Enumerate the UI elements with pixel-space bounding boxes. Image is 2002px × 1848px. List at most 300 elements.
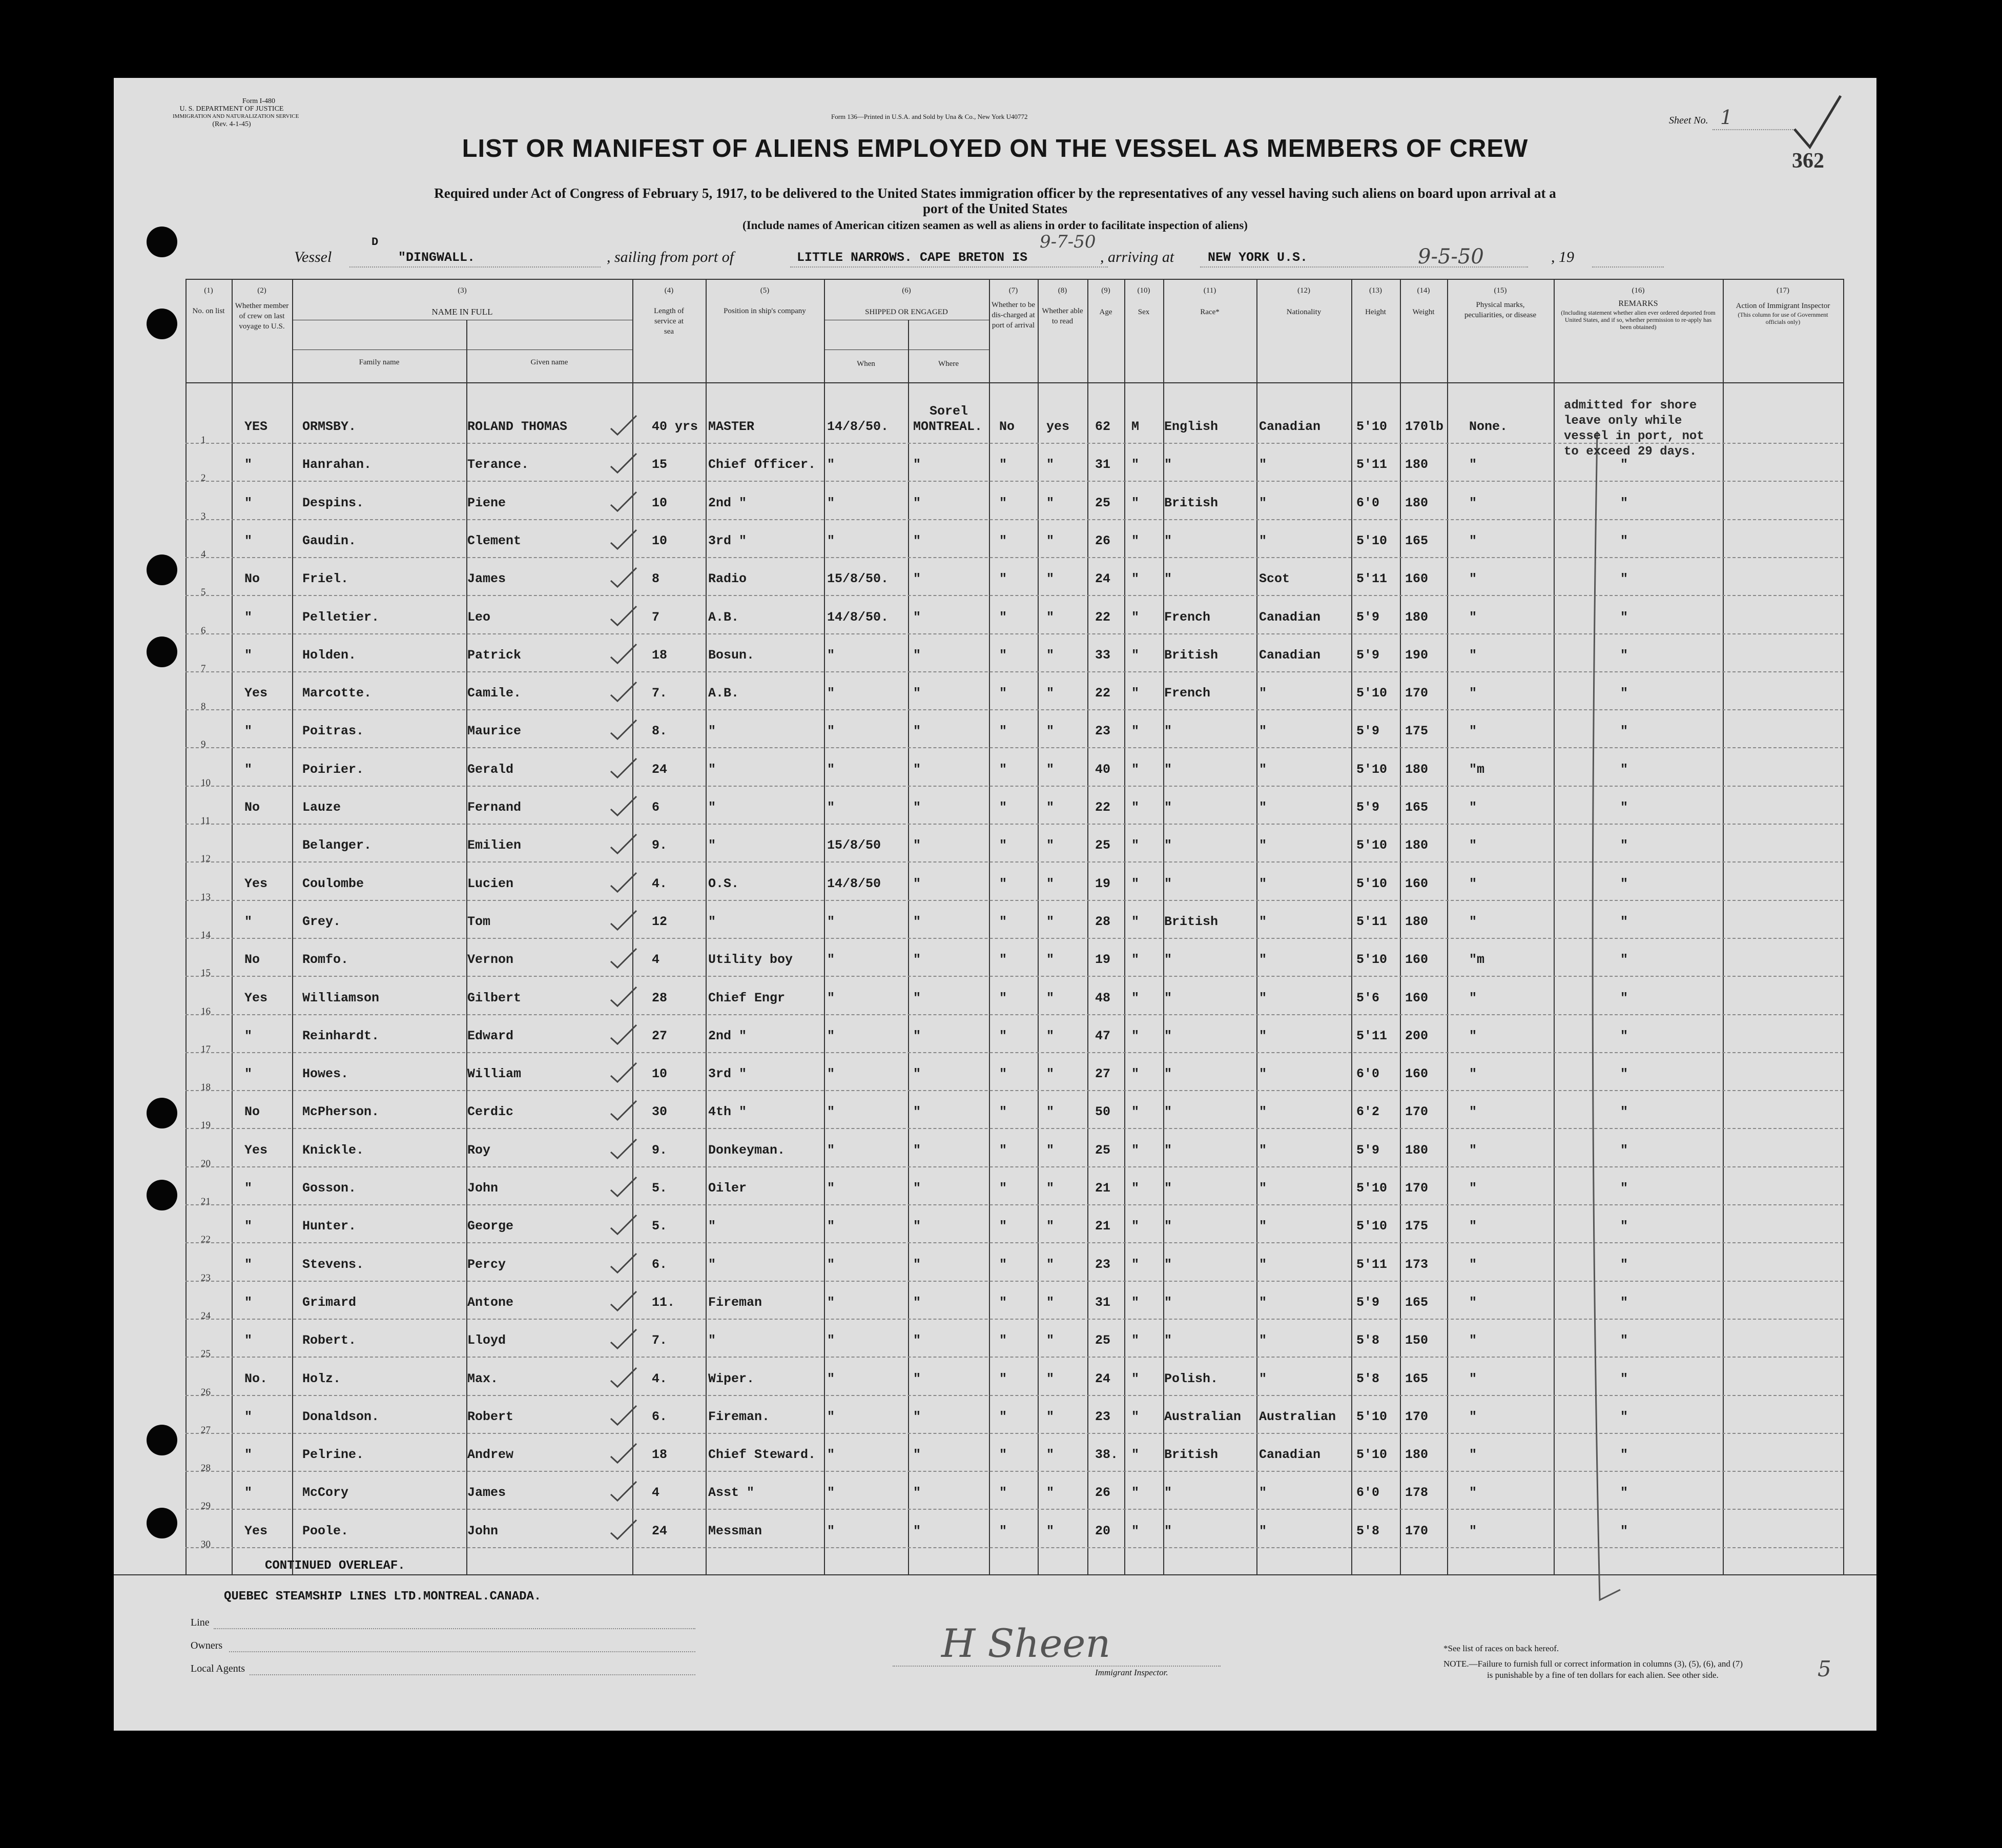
row-crew-cell: ": [244, 1219, 253, 1234]
row-discharged: ": [999, 647, 1007, 663]
row-family-name: Poitras.: [302, 724, 364, 739]
row-remarks: ": [1620, 914, 1628, 929]
row-marks: ": [1469, 800, 1477, 815]
row-nationality: ": [1259, 1295, 1267, 1310]
row-race: ": [1164, 952, 1172, 968]
row-age: 38.: [1095, 1447, 1119, 1463]
row-shipped-where: ": [913, 1104, 921, 1120]
row-sex: ": [1131, 952, 1140, 968]
row-given-name: Camile.: [467, 686, 522, 701]
remarks-row-1: admitted for shore leave only while vessel in port, not to exceed 29 days.: [1564, 399, 1704, 459]
row-family-name: Despins.: [302, 495, 364, 510]
row-shipped-where: ": [913, 1142, 921, 1158]
row-read: ": [1046, 990, 1055, 1005]
row-number: 16: [201, 1005, 211, 1017]
row-remarks: ": [1620, 647, 1628, 663]
row-shipped-where: ": [913, 533, 921, 548]
row-crew-cell: YES: [244, 419, 268, 434]
row-nationality: ": [1259, 838, 1267, 853]
row-read: ": [1046, 724, 1055, 739]
check-icon: [608, 794, 639, 817]
row-number: 27: [201, 1424, 211, 1435]
row-nationality: ": [1259, 800, 1267, 815]
row-marks: ": [1469, 457, 1477, 473]
row-remarks: ": [1620, 1523, 1628, 1538]
row-crew-cell: ": [244, 1409, 253, 1424]
row-nationality: ": [1259, 1028, 1267, 1043]
row-shipped-where: ": [913, 1295, 921, 1310]
row-weight: 180: [1405, 1447, 1429, 1463]
row-age: 22: [1095, 686, 1111, 701]
row-nationality: Canadian: [1259, 1447, 1321, 1463]
row-shipped-when: ": [827, 914, 835, 929]
row-discharged: ": [999, 1333, 1007, 1348]
row-nationality: ": [1259, 495, 1267, 510]
row-given-name: James: [467, 1485, 506, 1501]
row-marks: ": [1469, 914, 1477, 929]
row-age: 26: [1095, 533, 1111, 548]
check-icon: [608, 451, 639, 474]
row-age: 19: [1095, 952, 1111, 968]
row-number: 26: [201, 1386, 211, 1398]
row-shipped-when: ": [827, 495, 835, 510]
company-name: QUEBEC STEAMSHIP LINES LTD.MONTREAL.CANADA.: [224, 1590, 542, 1604]
row-family-name: Williamson: [302, 990, 380, 1005]
row-weight: 180: [1405, 762, 1429, 777]
row-shipped-when: ": [827, 686, 835, 701]
row-discharged: ": [999, 838, 1007, 853]
row-remarks: ": [1620, 838, 1628, 853]
row-height: 5'10: [1356, 1219, 1388, 1234]
row-read: ": [1046, 1066, 1055, 1082]
row-height: 5'10: [1356, 952, 1388, 968]
row-race: ": [1164, 1219, 1172, 1234]
subtitle-1: Required under Act of Congress of February 5, 1917, to be delivered to the United States immigration officer by the representatives of any vessel having such aliens on board upon arrival at a: [434, 186, 1556, 201]
row-position: MASTER: [708, 419, 755, 434]
row-position: Chief Engr: [708, 990, 786, 1005]
row-marks: "m: [1469, 762, 1485, 777]
row-shipped-where: ": [913, 876, 921, 891]
row-remarks: ": [1620, 800, 1628, 815]
row-discharged: ": [999, 952, 1007, 968]
row-given-name: William: [467, 1066, 522, 1082]
arriving-label: , arriving at: [1100, 249, 1174, 265]
row-nationality: ": [1259, 457, 1267, 473]
row-age: 27: [1095, 1066, 1111, 1082]
row-age: 22: [1095, 800, 1111, 815]
row-given-name: Antone: [467, 1295, 514, 1310]
row-position: A.B.: [708, 686, 739, 701]
row-age: 28: [1095, 914, 1111, 929]
row-age: 24: [1095, 1371, 1111, 1386]
row-nationality: ": [1259, 952, 1267, 968]
row-read: ": [1046, 533, 1055, 548]
form-number: Form I-480: [242, 97, 275, 105]
row-read: ": [1046, 1181, 1055, 1196]
row-read: ": [1046, 1295, 1055, 1310]
row-number: 7: [201, 663, 206, 674]
row-family-name: Reinhardt.: [302, 1028, 380, 1043]
row-nationality: ": [1259, 1485, 1267, 1501]
row-remarks: ": [1620, 1142, 1628, 1158]
row-weight: 180: [1405, 457, 1429, 473]
row-number: 2: [201, 473, 206, 484]
row-height: 5'8: [1356, 1333, 1380, 1348]
row-remarks: ": [1620, 571, 1628, 587]
row-weight: 160: [1405, 876, 1429, 891]
row-service: 30: [652, 1104, 668, 1120]
row-weight: 160: [1405, 1066, 1429, 1082]
row-age: 24: [1095, 571, 1111, 587]
row-race: ": [1164, 1295, 1172, 1310]
row-given-name: James: [467, 571, 506, 587]
row-position: ": [708, 838, 716, 853]
row-number: 3: [201, 510, 206, 522]
row-number: 17: [201, 1043, 211, 1055]
row-service: 4: [652, 952, 660, 968]
agents-label: Local Agents: [191, 1663, 245, 1674]
row-family-name: Stevens.: [302, 1257, 364, 1272]
row-race: ": [1164, 571, 1172, 587]
note-line-2: is punishable by a fine of ten dollars for each alien. See other side.: [1487, 1670, 1719, 1680]
row-weight: 165: [1405, 533, 1429, 548]
row-shipped-where: ": [913, 990, 921, 1005]
row-race: ": [1164, 1028, 1172, 1043]
row-position: ": [708, 724, 716, 739]
row-height: 5'10: [1356, 686, 1388, 701]
check-icon: [608, 1479, 639, 1502]
row-weight: 175: [1405, 1219, 1429, 1234]
row-remarks: ": [1620, 876, 1628, 891]
row-number: 13: [201, 891, 211, 902]
row-number: 14: [201, 929, 211, 940]
row-race: ": [1164, 724, 1172, 739]
row-given-name: Vernon: [467, 952, 514, 968]
row-age: 21: [1095, 1219, 1111, 1234]
row-crew-cell: ": [244, 914, 253, 929]
check-icon: [608, 984, 639, 1008]
row-remarks: ": [1620, 1409, 1628, 1424]
row-remarks: ": [1620, 1257, 1628, 1272]
row-discharged: ": [999, 1295, 1007, 1310]
row-service: 7: [652, 609, 660, 625]
row-service: 15: [652, 457, 668, 473]
row-discharged: ": [999, 1104, 1007, 1120]
row-race: ": [1164, 1523, 1172, 1538]
row-marks: ": [1469, 686, 1477, 701]
row-discharged: ": [999, 1142, 1007, 1158]
row-number: 8: [201, 701, 206, 712]
row-position: Oiler: [708, 1181, 747, 1196]
row-crew-cell: Yes: [244, 876, 268, 891]
row-family-name: Romfo.: [302, 952, 349, 968]
row-shipped-where: MONTREAL.: [913, 419, 983, 434]
row-number: 23: [201, 1272, 211, 1283]
row-discharged: ": [999, 1219, 1007, 1234]
row-marks: ": [1469, 1409, 1477, 1424]
row-nationality: Canadian: [1259, 419, 1321, 434]
row-age: 20: [1095, 1523, 1111, 1538]
row-read: ": [1046, 1104, 1055, 1120]
row-shipped-where: ": [913, 1028, 921, 1043]
row-height: 5'10: [1356, 533, 1388, 548]
punch-hole: [147, 1180, 177, 1210]
row-race: British: [1164, 495, 1219, 510]
row-number: 10: [201, 777, 211, 788]
row-height: 5'11: [1356, 1028, 1388, 1043]
row-crew-cell: No: [244, 571, 260, 587]
check-icon: [608, 1098, 639, 1121]
row-race: ": [1164, 1142, 1172, 1158]
row-shipped-when: ": [827, 1447, 835, 1463]
row-position: ": [708, 1333, 716, 1348]
row-crew-cell: ": [244, 1066, 253, 1082]
row-position: Fireman.: [708, 1409, 770, 1424]
row-shipped-where: ": [913, 724, 921, 739]
row-number: 30: [201, 1538, 211, 1550]
row-crew-cell: ": [244, 1181, 253, 1196]
row-number: 5: [201, 587, 206, 598]
row-sex: ": [1131, 1219, 1140, 1234]
row-marks: ": [1469, 1219, 1477, 1234]
row-discharged: ": [999, 1485, 1007, 1501]
row-service: 4.: [652, 876, 668, 891]
row-family-name: Pelrine.: [302, 1447, 364, 1463]
row-marks: ": [1469, 1028, 1477, 1043]
row-nationality: ": [1259, 686, 1267, 701]
check-icon: [608, 1213, 639, 1236]
year-label: , 19: [1551, 249, 1574, 265]
row-number: 1: [201, 435, 206, 445]
row-sex: ": [1131, 495, 1140, 510]
row-discharged: ": [999, 1447, 1007, 1463]
row-shipped-when: 14/8/50: [827, 876, 881, 891]
row-number: 9: [201, 739, 206, 750]
row-family-name: Lauze: [302, 800, 341, 815]
row-marks: ": [1469, 647, 1477, 663]
row-position: ": [708, 762, 716, 777]
row-position: Messman: [708, 1523, 762, 1538]
row-discharged: ": [999, 609, 1007, 625]
row-remarks: ": [1620, 1066, 1628, 1082]
row-weight: 180: [1405, 609, 1429, 625]
punch-hole: [147, 636, 177, 667]
row-service: 6.: [652, 1409, 668, 1424]
row-weight: 180: [1405, 495, 1429, 510]
row-race: ": [1164, 990, 1172, 1005]
row-sex: ": [1131, 1257, 1140, 1272]
row-sex: ": [1131, 1066, 1140, 1082]
row-crew-cell: ": [244, 1028, 253, 1043]
row-position: ": [708, 914, 716, 929]
row-position: Chief Officer.: [708, 457, 816, 473]
row-discharged: ": [999, 1409, 1007, 1424]
page-title: LIST OR MANIFEST OF ALIENS EMPLOYED ON THE VESSEL AS MEMBERS OF CREW: [462, 135, 1529, 162]
row-discharged: ": [999, 914, 1007, 929]
row-read: ": [1046, 1142, 1055, 1158]
row-height: 5'10: [1356, 419, 1388, 434]
row-nationality: ": [1259, 762, 1267, 777]
row-shipped-when: ": [827, 1485, 835, 1501]
row-position: Donkeyman.: [708, 1142, 786, 1158]
check-icon: [608, 832, 639, 855]
check-icon: [608, 1289, 639, 1312]
row-race: ": [1164, 1333, 1172, 1348]
row-family-name: Friel.: [302, 571, 349, 587]
row-weight: 170: [1405, 1523, 1429, 1538]
row-age: 33: [1095, 647, 1111, 663]
row-nationality: Scot: [1259, 571, 1290, 587]
row-marks: ": [1469, 1257, 1477, 1272]
row-weight: 175: [1405, 724, 1429, 739]
col-17-header: (17) Action of Immigrant Inspector (This column for use of Government officials only): [1736, 286, 1830, 325]
row-number: 4: [201, 548, 206, 560]
row-given-name: Leo: [467, 609, 491, 625]
row-shipped-where: ": [913, 914, 921, 929]
row-remarks: ": [1620, 495, 1628, 510]
row-race: British: [1164, 1447, 1219, 1463]
row-number: 22: [201, 1234, 211, 1245]
row-marks: ": [1469, 990, 1477, 1005]
row-age: 23: [1095, 1409, 1111, 1424]
row-sex: ": [1131, 686, 1140, 701]
races-note: *See list of races on back hereof.: [1443, 1644, 1559, 1653]
row-service: 12: [652, 914, 668, 929]
row-discharged: ": [999, 1028, 1007, 1043]
row-family-name: Belanger.: [302, 838, 372, 853]
hand-date-1: 9-7-50: [1040, 232, 1096, 252]
row-given-name: Gilbert: [467, 990, 522, 1005]
row-read: ": [1046, 571, 1055, 587]
row-marks: ": [1469, 533, 1477, 548]
row-shipped-where: ": [913, 1181, 921, 1196]
check-icon: [608, 1251, 639, 1274]
inspector-label: Immigrant Inspector.: [1095, 1668, 1168, 1677]
row-discharged: ": [999, 1523, 1007, 1538]
row-marks: ": [1469, 1142, 1477, 1158]
row-age: 23: [1095, 1257, 1111, 1272]
row-family-name: Pelletier.: [302, 609, 380, 625]
row-shipped-when: ": [827, 1371, 835, 1386]
row-nationality: Australian: [1259, 1409, 1336, 1424]
row-race: ": [1164, 457, 1172, 473]
row-shipped-where: ": [913, 1409, 921, 1424]
check-icon: [608, 1403, 639, 1426]
row-service: 9.: [652, 838, 668, 853]
row-family-name: Gosson.: [302, 1181, 357, 1196]
check-icon: [608, 1137, 639, 1160]
row-sex: ": [1131, 533, 1140, 548]
row-marks: ": [1469, 1295, 1477, 1310]
row-position: 2nd ": [708, 1028, 747, 1043]
row-family-name: Howes.: [302, 1066, 349, 1082]
row-shipped-when: ": [827, 533, 835, 548]
row-height: 6'0: [1356, 495, 1380, 510]
row-discharged: ": [999, 1371, 1007, 1386]
check-icon: [608, 717, 639, 741]
row-read: ": [1046, 914, 1055, 929]
row-nationality: ": [1259, 1257, 1267, 1272]
ditto-line-icon: [1569, 426, 1631, 1626]
row-read: yes: [1046, 419, 1070, 434]
row-sex: ": [1131, 762, 1140, 777]
row-service: 40 yrs: [652, 419, 698, 434]
service-name: IMMIGRATION AND NATURALIZATION SERVICE: [173, 113, 299, 119]
col-15-header: (15) Physical marks, peculiarities, or disease: [1464, 286, 1537, 319]
row-crew-cell: ": [244, 1295, 253, 1310]
row-height: 6'2: [1356, 1104, 1380, 1120]
row-shipped-when: ": [827, 457, 835, 473]
row-read: ": [1046, 1333, 1055, 1348]
row-position: Chief Steward.: [708, 1447, 816, 1463]
row-marks: ": [1469, 495, 1477, 510]
col-3a-header: Family name: [359, 358, 400, 366]
row-weight: 160: [1405, 952, 1429, 968]
row-service: 24: [652, 1523, 668, 1538]
row-family-name: Coulombe: [302, 876, 364, 891]
row-weight: 165: [1405, 1295, 1429, 1310]
row-family-name: Robert.: [302, 1333, 357, 1348]
row-marks: ": [1469, 724, 1477, 739]
row-race: ": [1164, 1104, 1172, 1120]
check-icon: [608, 680, 639, 703]
row-shipped-when: ": [827, 1409, 835, 1424]
row-service: 10: [652, 533, 668, 548]
row-remarks: ": [1620, 1485, 1628, 1501]
row-sex: ": [1131, 990, 1140, 1005]
row-crew-cell: ": [244, 457, 253, 473]
row-shipped-where-note: Sorel: [930, 404, 968, 419]
row-service: 9.: [652, 1142, 668, 1158]
row-height: 5'9: [1356, 800, 1380, 815]
row-weight: 180: [1405, 838, 1429, 853]
row-remarks: ": [1620, 990, 1628, 1005]
check-icon: [608, 527, 639, 550]
col-12-header: (12) Nationality: [1286, 286, 1322, 316]
row-family-name: ORMSBY.: [302, 419, 357, 434]
row-read: ": [1046, 647, 1055, 663]
row-number: 18: [201, 1082, 211, 1093]
row-position: Radio: [708, 571, 747, 587]
check-icon: [608, 489, 639, 512]
row-nationality: ": [1259, 724, 1267, 739]
row-marks: ": [1469, 876, 1477, 891]
col-10-header: (10) Sex: [1137, 286, 1150, 316]
row-crew-cell: ": [244, 495, 253, 510]
row-read: ": [1046, 800, 1055, 815]
row-remarks: ": [1620, 762, 1628, 777]
row-weight: 165: [1405, 1371, 1429, 1386]
row-shipped-when: 15/8/50: [827, 838, 881, 853]
row-discharged: ": [999, 800, 1007, 815]
row-sex: ": [1131, 876, 1140, 891]
row-race: British: [1164, 914, 1219, 929]
row-race: Polish.: [1164, 1371, 1219, 1386]
row-family-name: Donaldson.: [302, 1409, 380, 1424]
row-shipped-when: ": [827, 990, 835, 1005]
row-age: 25: [1095, 838, 1111, 853]
row-marks: ": [1469, 609, 1477, 625]
row-marks: ": [1469, 1181, 1477, 1196]
row-remarks: ": [1620, 609, 1628, 625]
row-age: 26: [1095, 1485, 1111, 1501]
row-race: ": [1164, 533, 1172, 548]
row-discharged: ": [999, 1066, 1007, 1082]
row-read: ": [1046, 952, 1055, 968]
row-height: 5'10: [1356, 1409, 1388, 1424]
row-race: ": [1164, 800, 1172, 815]
row-discharged: ": [999, 1181, 1007, 1196]
